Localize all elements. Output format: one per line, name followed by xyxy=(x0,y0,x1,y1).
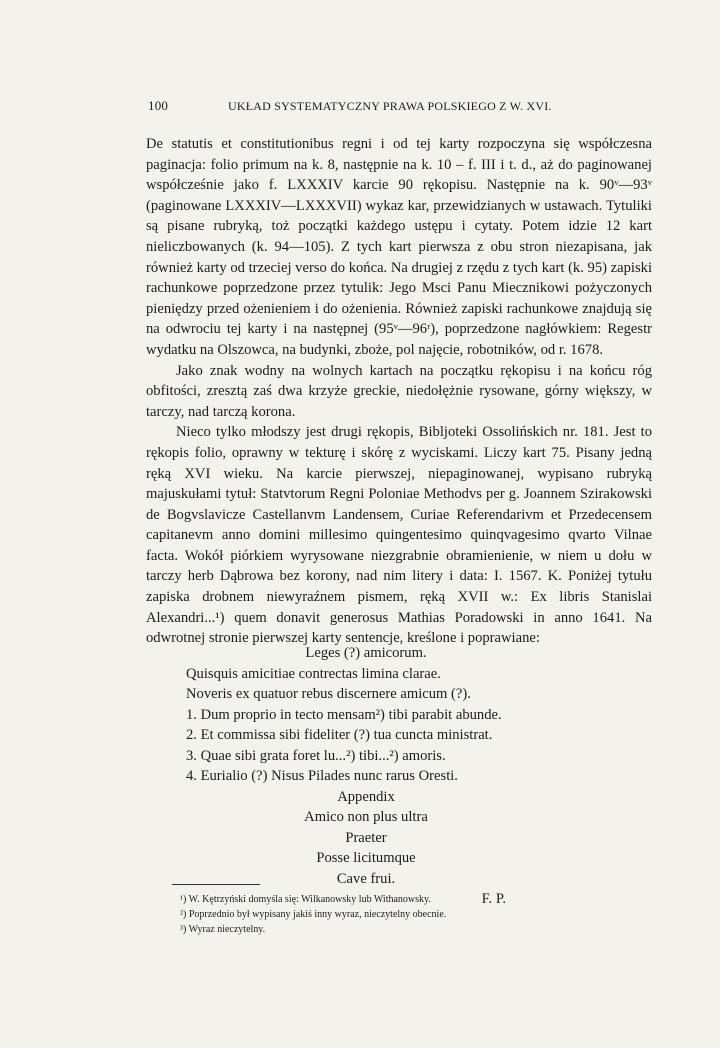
poem-line: Noveris ex quatuor rebus discernere amicum (?). xyxy=(186,686,471,702)
paragraph: De statutis et constitutionibus regni i od tej karty rozpoczyna się współczesna paginacja: folio primum na k. 8, następnie na k. 10 – f. III i t. d., aż do paginowanej współcześnie jako f. LXXXIV karcie 90 rękopisu. Następnie na k. 90ᵛ—93ᵛ (paginowane LXXXIV—LXXXVII) wykaz kar, przewidzianych w ustawach. Tytuliki są pisane rubryką, toż początki każdego ustępu i cytaty. Potem idzie 12 kart nieliczbowanych (k. 94—105). Z tych kart pierwsza z obu stron niezapisana, jak również karty od trzeciej verso do końca. Na drugiej z rzędu z tych kart (k. 95) zapiski rachunkowe poprzedzone przez tytulik: Jego Msci Panu Miecznikowi pożyczonych pieniędzy przed ożenieniem i do ożenienia. Również zapiski rachunkowe znajdują się na odwrociu tej karty i na następnej (95ᵛ—96ʳ), poprzedzone nagłówkiem: Regestr wydatku na Olszowca, na budynki, zboże, pol najęcie, robotników, od r. 1678. xyxy=(146,136,652,358)
footnotes xyxy=(180,892,580,937)
body-text xyxy=(146,134,652,649)
sentence-poem xyxy=(186,643,546,910)
appendix-line: Cave frui. xyxy=(336,870,396,887)
running-title: UKŁAD SYSTEMATYCZNY PRAWA POLSKIEGO Z W. XVI. xyxy=(228,99,552,113)
poem-signature: F. P. xyxy=(481,891,506,907)
poem-line: 1. Dum proprio in tecto mensam²) tibi parabit abunde. xyxy=(186,706,502,723)
appendix-line: Posse licitumque xyxy=(316,850,416,866)
appendix-line: Appendix xyxy=(337,788,395,805)
paragraph: Nieco tylko młodszy jest drugi rękopis, Bibljoteki Ossolińskich nr. 181. Jest to rękopis folio, oprawny w tekturę i skórę z wyciskami. Liczy kart 75. Pisany jedną ręką XVI wieku. Na karcie pierwszej, niepaginowanej, wypisano rubryką majuskułami tytuł: Statvtorum Regni Poloniae Methodvs per g. Joannem Szirakowski de Bogvslavicze Castellanvm Landensem, Curiae Referendarivm et Przedecensem capitanevm anno domini millesimo quingentesimo quinqvagesimo qvarto Vilnae facta. Wokół piórkiem wyrysowane niezgrabnie obramienienie, w niem u dołu w tarczy herb Dąbrowa bez korony, nad nim litery i data: I. 1567. K. Poniżej tytułu zapiska drobnem niewyraźnem pismem, ręką XVII w.: Ex libris Stanislai Alexandri...¹) quem donavit generosus Mathias Poradowski in anno 1641. Na odwrotnej stronie pierwszej karty sentencje, kreślone i poprawiane: xyxy=(146,424,652,647)
poem-line: Quisquis amicitiae contrectas limina clarae. xyxy=(186,665,441,682)
appendix-line: Praeter xyxy=(345,829,387,846)
footnote: ²) Poprzednio był wypisany jakiś inny wyraz, nieczytelny obecnie. xyxy=(180,909,447,920)
poem-line: 2. Et commissa sibi fideliter (?) tua cuncta ministrat. xyxy=(186,727,493,743)
poem-line: 3. Quae sibi grata foret lu...²) tibi...²) amoris. xyxy=(186,747,446,764)
page-number: 100 xyxy=(148,98,169,113)
poem-title: Leges (?) amicorum. xyxy=(305,645,427,661)
appendix-line: Amico non plus ultra xyxy=(304,809,428,825)
running-header xyxy=(148,98,608,114)
footnote: ³) Wyraz nieczytelny. xyxy=(180,924,266,935)
poem-line: 4. Eurialio (?) Nisus Pilades nunc rarus Oresti. xyxy=(186,768,458,784)
footnote: ¹) W. Kętrzyński domyśla się: Wilkanowsky lub Withanowsky. xyxy=(180,894,431,905)
paragraph: Jako znak wodny na wolnych kartach na początku rękopisu i na końcu róg obfitości, zresztą zaś dwa krzyże greckie, niedołężnie rysowane, górny większy, w tarczy, nad tarczą korona. xyxy=(146,362,652,420)
footnote-rule xyxy=(172,884,260,885)
